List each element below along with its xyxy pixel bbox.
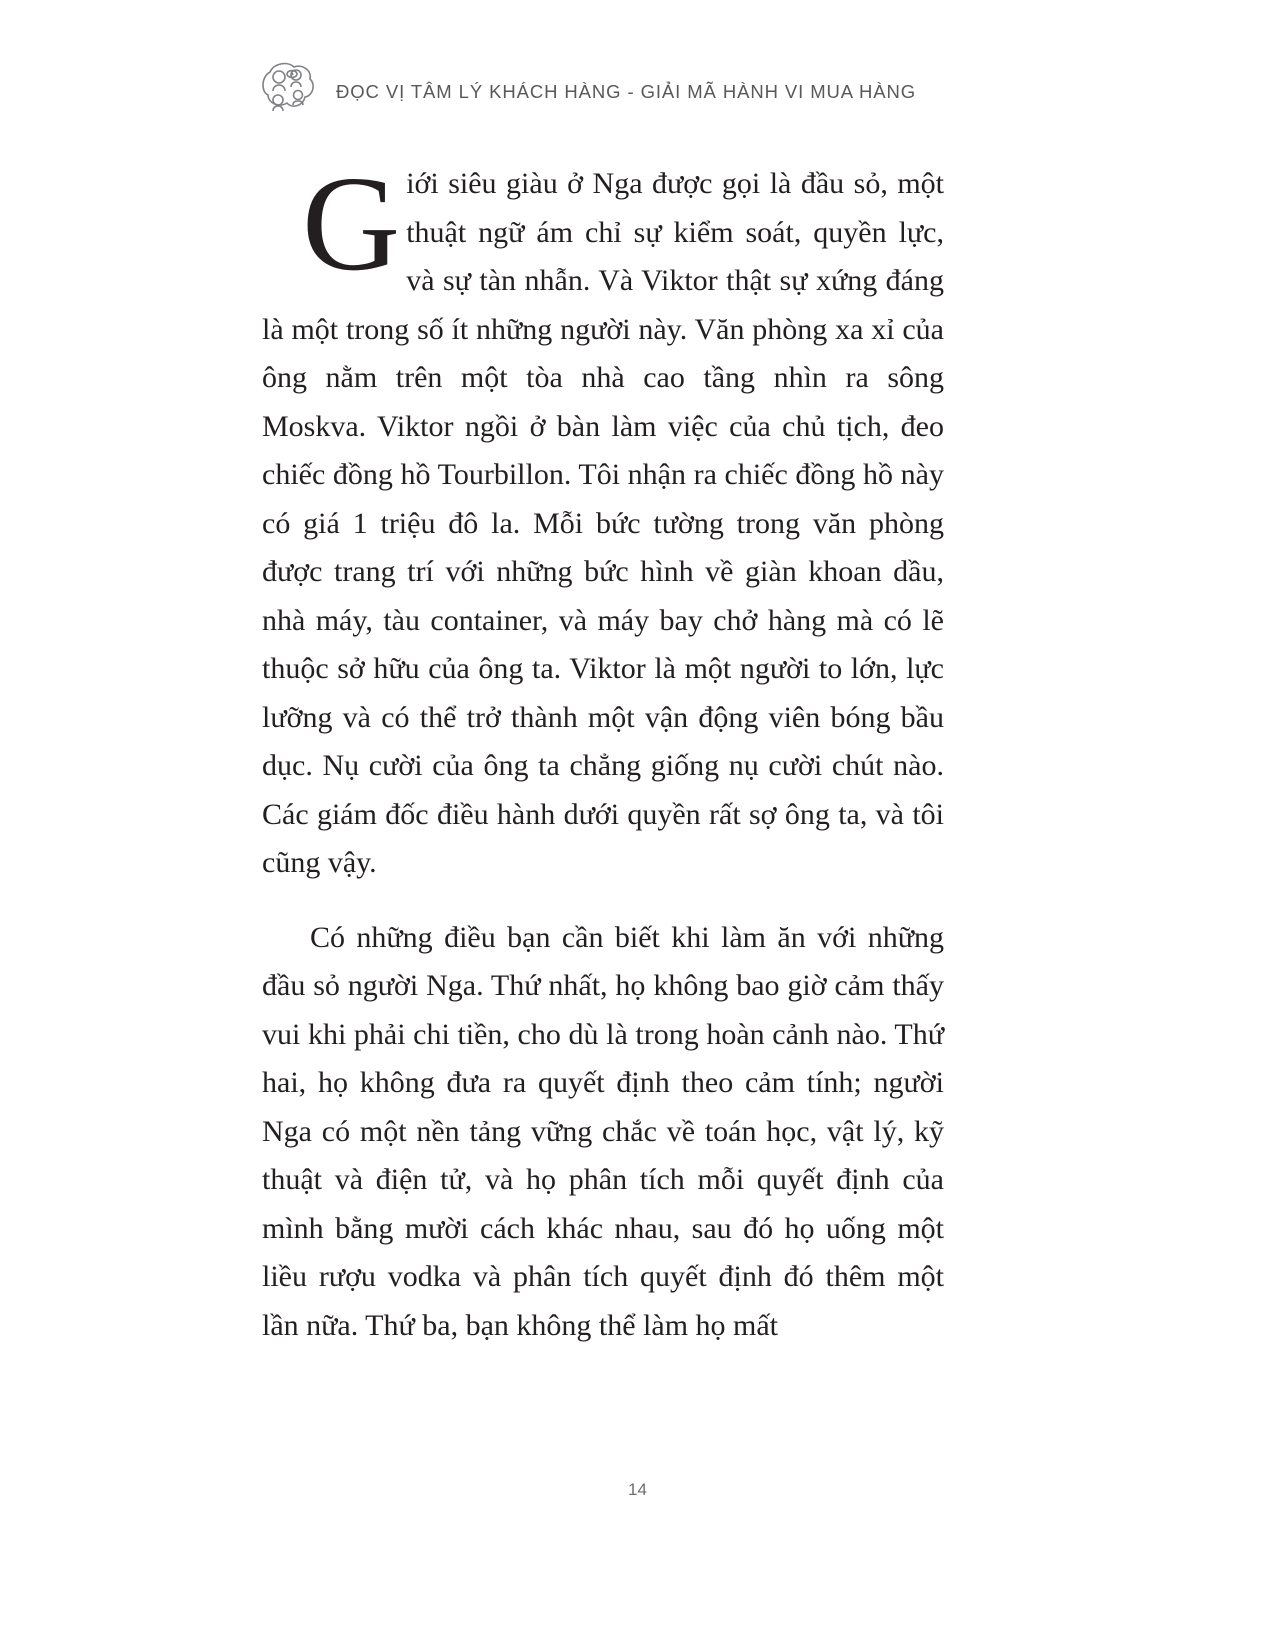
paragraph-1-text: iới siêu giàu ở Nga được gọi là đầu sỏ, một thuật ngữ ám chỉ sự kiểm soát, quyền lực, và sự tàn nhẫn. Và Viktor thật sự xứng đáng là một trong số ít những người này. Văn phòng xa xỉ của ông nằm trên một tòa nhà cao tầng nhìn ra sông Moskva. Viktor ngồi ở bàn làm việc của chủ tịch, đeo chiếc đồng hồ Tourbillon. Tôi nhận ra chiếc đồng hồ này có giá 1 triệu đô la. Mỗi bức tường trong văn phòng được trang trí với những bức hình về giàn khoan dầu, nhà máy, tàu container, và máy bay chở hàng mà có lẽ thuộc sở hữu của ông ta. Viktor là một người to lớn, lực lưỡng và có thể trở thành một vận động viên bóng bầu dục. Nụ cười của ông ta chẳng giống nụ cười chút nào. Các giám đốc điều hành dưới quyền rất sợ ông ta, và tôi cũng vậy. — [262, 167, 944, 879]
drop-cap: G — [302, 149, 401, 299]
page-number: 14 — [628, 1480, 647, 1499]
running-header — [248, 58, 1027, 120]
book-title: ĐỌC VỊ TÂM LÝ KHÁCH HÀNG - GIẢI MÃ HÀNH VI MUA HÀNG — [336, 80, 917, 102]
paragraph-2: Có những điều bạn cần biết khi làm ăn với những đầu sỏ người Nga. Thứ nhất, họ không bao giờ cảm thấy vui khi phải chi tiền, cho dù là trong hoàn cảnh nào. Thứ hai, họ không đưa ra quyết định theo cảm tính; người Nga có một nền tảng vững chắc về toán học, vật lý, kỹ thuật và điện tử, và họ phân tích mỗi quyết định của mình bằng mười cách khác nhau, sau đó họ uống một liều rượu vodka và phân tích quyết định đó thêm một lần nữa. Thứ ba, bạn không thể làm họ mất — [262, 920, 944, 1342]
paragraph-1 — [262, 149, 944, 888]
people-thinking-icon — [248, 58, 322, 120]
page-body — [262, 149, 944, 1350]
